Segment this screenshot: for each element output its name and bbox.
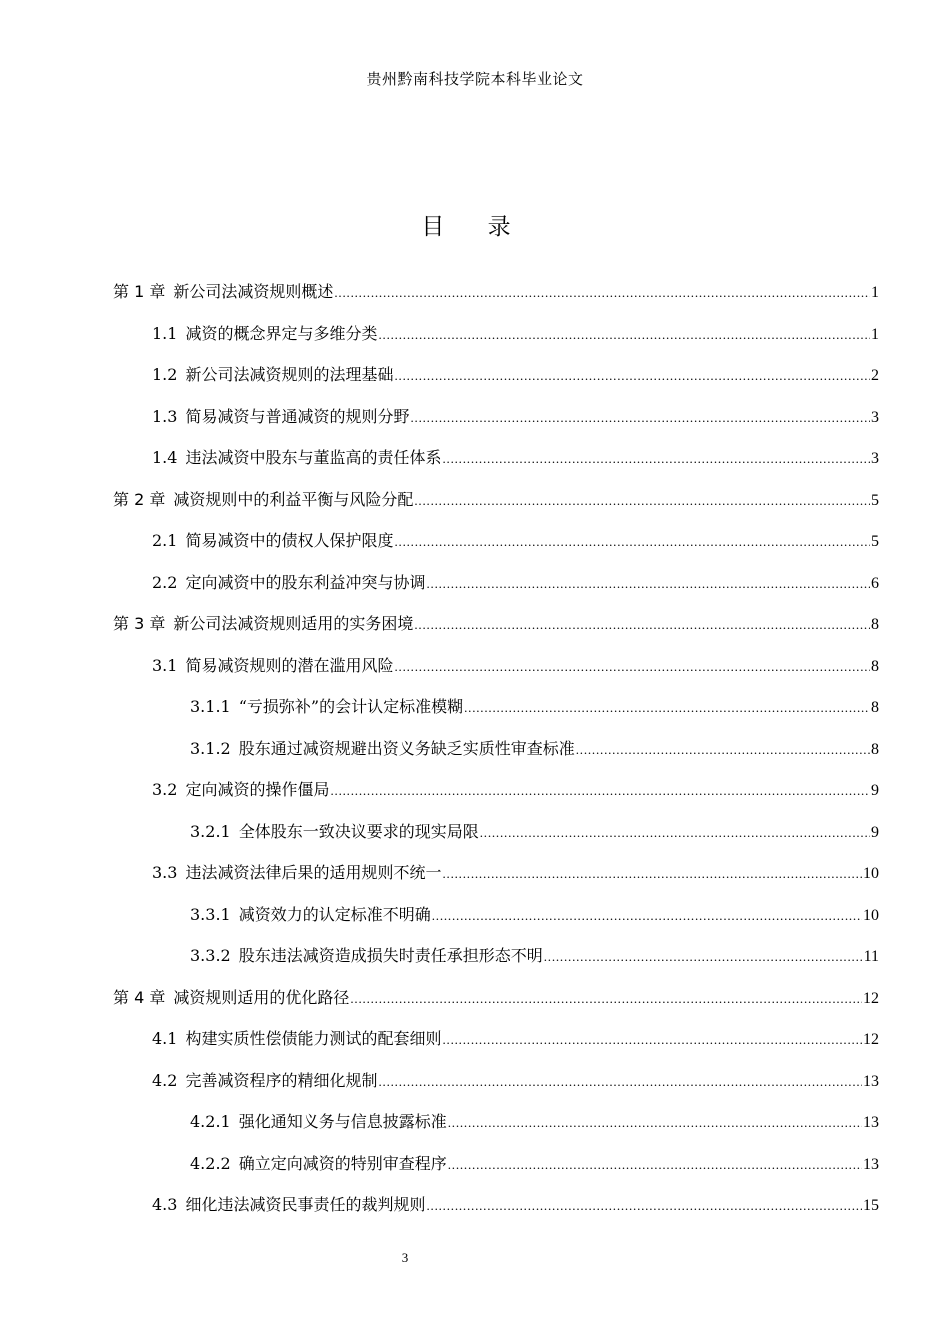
toc-entry-page: 6 <box>871 575 879 592</box>
toc-entry-page: 9 <box>871 824 879 841</box>
toc-entry-label: 股东通过减资规避出资义务缺乏实质性审查标准 <box>238 739 575 758</box>
toc-leader-dots <box>394 530 870 554</box>
toc-entry-page: 1 <box>871 326 879 343</box>
toc-entry-number: 第 1 章 <box>113 282 166 301</box>
toc-entry[interactable] <box>152 778 879 802</box>
toc-entry-page: 1 <box>871 284 879 301</box>
toc-leader-dots <box>350 987 862 1011</box>
toc-entry-page: 13 <box>863 1156 879 1173</box>
toc-entry-title <box>113 612 413 636</box>
toc-entry-number: 3.2 <box>152 780 178 799</box>
toc-entry-label: 违法减资法律后果的适用规则不统一 <box>185 863 442 882</box>
toc-entry[interactable] <box>152 861 879 885</box>
toc-entry-page: 3 <box>871 450 879 467</box>
toc-entry-number: 1.4 <box>152 448 178 467</box>
toc-entry[interactable] <box>113 488 879 512</box>
toc-leader-dots <box>426 1194 862 1218</box>
toc-entry-title <box>190 944 543 968</box>
toc-leader-dots <box>330 779 870 803</box>
toc-entry-label: “亏损弥补”的会计认定标准模糊 <box>238 697 464 716</box>
toc-entry-number: 2.1 <box>152 531 178 550</box>
toc-entry-page: 8 <box>871 616 879 633</box>
toc-entry-page: 9 <box>871 782 879 799</box>
toc-entry-label: 简易减资中的债权人保护限度 <box>185 531 394 550</box>
toc-entry-label: 定向减资的操作僵局 <box>185 780 330 799</box>
toc-entry[interactable] <box>113 280 879 304</box>
toc-entry-number: 4.2.2 <box>190 1154 231 1173</box>
toc-entry-page: 8 <box>871 658 879 675</box>
toc-entry[interactable] <box>152 322 879 346</box>
toc-entry-label: 完善减资程序的精细化规制 <box>185 1071 378 1090</box>
toc-entry-title <box>152 1193 425 1217</box>
toc-entry-title <box>152 1027 441 1051</box>
toc-entry-title <box>152 571 425 595</box>
toc-entry-page: 10 <box>863 865 879 882</box>
page-title: 目 录 <box>421 214 529 240</box>
toc-leader-dots <box>414 489 870 513</box>
toc-entry-title <box>152 363 393 387</box>
toc-leader-dots <box>442 1028 862 1052</box>
toc-entry-page: 15 <box>863 1197 879 1214</box>
toc-entry-title <box>113 986 349 1010</box>
toc-entry-title <box>190 695 463 719</box>
toc-entry-title <box>152 1069 377 1093</box>
toc-entry[interactable] <box>190 695 879 719</box>
toc-entry-label: 简易减资规则的潜在滥用风险 <box>185 656 394 675</box>
toc-entry-label: 新公司法减资规则适用的实务困境 <box>173 614 414 633</box>
toc-entry-label: 减资的概念界定与多维分类 <box>185 324 378 343</box>
toc-entry[interactable] <box>152 405 879 429</box>
toc-entry-number: 1.2 <box>152 365 178 384</box>
toc-entry-number: 4.2 <box>152 1071 178 1090</box>
toc-entry-title <box>190 903 431 927</box>
toc-leader-dots <box>448 1153 862 1177</box>
toc-entry[interactable] <box>190 903 879 927</box>
toc-entry[interactable] <box>113 612 879 636</box>
toc-leader-dots <box>442 447 870 471</box>
toc-entry-label: 减资规则适用的优化路径 <box>173 988 350 1007</box>
toc-entry-title <box>152 446 441 470</box>
toc-leader-dots <box>480 821 870 845</box>
toc-entry-title <box>190 1110 447 1134</box>
toc-entry[interactable] <box>190 820 879 844</box>
toc-entry-number: 第 3 章 <box>113 614 166 633</box>
toc-entry[interactable] <box>190 1110 879 1134</box>
toc-entry-number: 4.2.1 <box>190 1112 231 1131</box>
toc-entry-number: 3.2.1 <box>190 822 231 841</box>
toc-entry-page: 3 <box>871 409 879 426</box>
toc-entry-page: 8 <box>871 741 879 758</box>
toc-entry-label: 简易减资与普通减资的规则分野 <box>185 407 410 426</box>
toc-entry-number: 3.1.2 <box>190 739 231 758</box>
toc-leader-dots <box>464 696 870 720</box>
toc-entry-page: 13 <box>863 1073 879 1090</box>
toc-entry-page: 12 <box>863 1031 879 1048</box>
toc-entry-number: 2.2 <box>152 573 178 592</box>
page-number: 3 <box>401 1250 409 1265</box>
toc-entry-number: 3.3.1 <box>190 905 231 924</box>
toc-leader-dots <box>378 323 870 347</box>
toc-entry-number: 3.1.1 <box>190 697 231 716</box>
toc-entry-number: 1.1 <box>152 324 178 343</box>
page-header: 贵州黔南科技学院本科毕业论文 <box>366 70 584 88</box>
toc-entry-label: 确立定向减资的特别审查程序 <box>238 1154 447 1173</box>
toc-entry-number: 3.3.2 <box>190 946 231 965</box>
toc-leader-dots <box>426 572 870 596</box>
toc-leader-dots <box>334 281 870 305</box>
toc-entry-label: 违法减资中股东与董监高的责任体系 <box>185 448 442 467</box>
toc-entry-title <box>190 820 479 844</box>
toc-entry[interactable] <box>152 1027 879 1051</box>
toc-leader-dots <box>394 364 870 388</box>
toc-entry-title <box>190 1152 447 1176</box>
toc-entry-number: 4.3 <box>152 1195 178 1214</box>
toc-entry[interactable] <box>152 363 879 387</box>
toc-entry[interactable] <box>190 944 879 968</box>
toc-entry[interactable] <box>190 1152 879 1176</box>
toc-entry-number: 3.1 <box>152 656 178 675</box>
toc-entry[interactable] <box>152 654 879 678</box>
toc-leader-dots <box>544 945 863 969</box>
toc-entry-title <box>152 861 441 885</box>
toc-entry-number: 4.1 <box>152 1029 178 1048</box>
toc-entry-label: 股东违法减资造成损失时责任承担形态不明 <box>238 946 543 965</box>
toc-entry-label: 减资效力的认定标准不明确 <box>238 905 431 924</box>
toc-entry-title <box>152 654 393 678</box>
toc-entry-title <box>113 488 413 512</box>
toc-entry-page: 8 <box>871 699 879 716</box>
toc-entry-title <box>190 737 575 761</box>
toc-leader-dots <box>432 904 862 928</box>
toc-entry-title <box>152 778 329 802</box>
toc-entry-label: 强化通知义务与信息披露标准 <box>238 1112 447 1131</box>
toc-entry-label: 全体股东一致决议要求的现实局限 <box>238 822 479 841</box>
toc-entry-page: 2 <box>871 367 879 384</box>
toc-entry-title <box>152 322 377 346</box>
toc-leader-dots <box>394 655 870 679</box>
toc-entry[interactable] <box>152 1193 879 1217</box>
toc-entry-label: 细化违法减资民事责任的裁判规则 <box>185 1195 426 1214</box>
toc-entry-title <box>152 405 409 429</box>
toc-entry[interactable] <box>152 446 879 470</box>
toc-entry[interactable] <box>152 1069 879 1093</box>
toc-entry-page: 5 <box>871 492 879 509</box>
toc-leader-dots <box>448 1111 862 1135</box>
toc-leader-dots <box>576 738 870 762</box>
toc-entry-number: 1.3 <box>152 407 178 426</box>
toc-entry[interactable] <box>152 529 879 553</box>
toc-entry-label: 新公司法减资规则概述 <box>173 282 334 301</box>
toc-leader-dots <box>442 862 862 886</box>
toc-entry[interactable] <box>152 571 879 595</box>
toc-entry-title <box>113 280 333 304</box>
toc-entry-number: 第 4 章 <box>113 988 166 1007</box>
toc-entry-page: 5 <box>871 533 879 550</box>
toc-entry-page: 12 <box>863 990 879 1007</box>
toc-leader-dots <box>378 1070 862 1094</box>
toc-entry-label: 减资规则中的利益平衡与风险分配 <box>173 490 414 509</box>
toc-leader-dots <box>410 406 870 430</box>
toc-entry-label: 定向减资中的股东利益冲突与协调 <box>185 573 426 592</box>
toc-entry-page: 10 <box>863 907 879 924</box>
toc-leader-dots <box>414 613 870 637</box>
toc-entry-label: 构建实质性偿债能力测试的配套细则 <box>185 1029 442 1048</box>
toc-entry-label: 新公司法减资规则的法理基础 <box>185 365 394 384</box>
toc-entry[interactable] <box>190 737 879 761</box>
toc-entry-page: 13 <box>863 1114 879 1131</box>
toc-entry-number: 3.3 <box>152 863 178 882</box>
toc-entry-title <box>152 529 393 553</box>
toc-entry-page: 11 <box>863 948 879 965</box>
toc-entry[interactable] <box>113 986 879 1010</box>
toc-entry-number: 第 2 章 <box>113 490 166 509</box>
